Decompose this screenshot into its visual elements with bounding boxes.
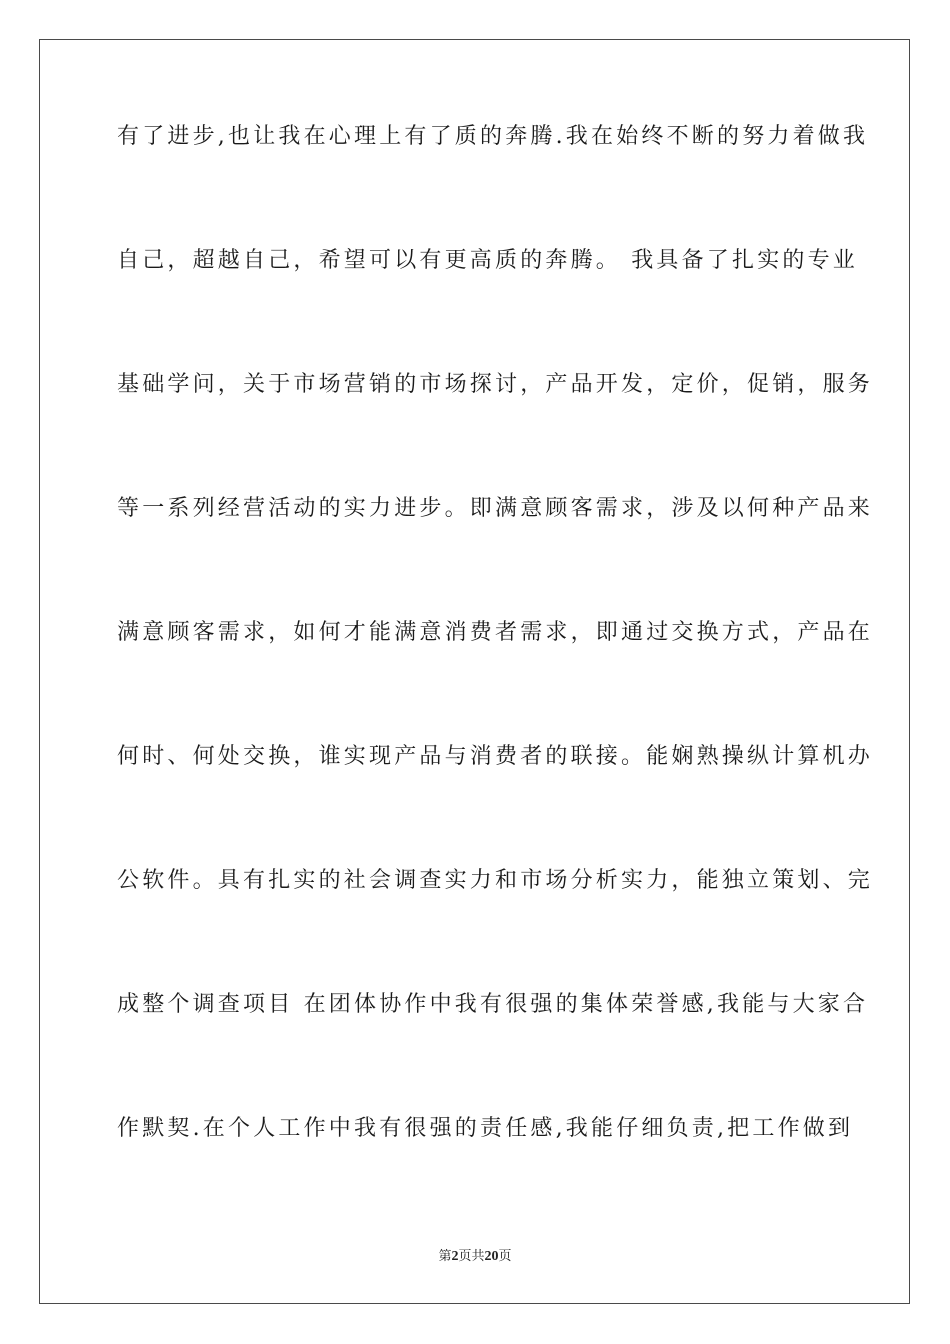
text-line-9: 作默契.在个人工作中我有很强的责任感,我能仔细负责,把工作做到 xyxy=(117,1116,854,1141)
text-line-5: 满意顾客需求，如何才能满意消费者需求，即通过交换方式，产品在 xyxy=(117,620,874,645)
text-line-7: 公软件。具有扎实的社会调查实力和市场分析实力，能独立策划、完 xyxy=(117,868,874,893)
page-number: 2 xyxy=(451,1249,459,1264)
text-line-2: 自己，超越自己，希望可以有更高质的奔腾。 我具备了扎实的专业 xyxy=(117,248,858,273)
page-footer xyxy=(0,1248,950,1266)
page-suffix: 页 xyxy=(458,1249,472,1264)
total-prefix: 共 xyxy=(471,1249,485,1264)
text-line-3: 基础学问，关于市场营销的市场探讨，产品开发，定价，促销，服务 xyxy=(117,372,874,397)
total-suffix: 页 xyxy=(498,1249,512,1264)
text-line-8: 成整个调查项目 在团体协作中我有很强的集体荣誉感,我能与大家合 xyxy=(117,992,869,1017)
page-prefix: 第 xyxy=(438,1249,452,1264)
document-body xyxy=(117,122,874,1238)
text-line-6: 何时、何处交换，谁实现产品与消费者的联接。能娴熟操纵计算机办 xyxy=(117,744,874,769)
total-pages: 20 xyxy=(484,1249,499,1264)
text-line-1: 有了进步,也让我在心理上有了质的奔腾.我在始终不断的努力着做我 xyxy=(117,124,869,149)
text-line-4: 等一系列经营活动的实力进步。即满意顾客需求，涉及以何种产品来 xyxy=(117,496,874,521)
